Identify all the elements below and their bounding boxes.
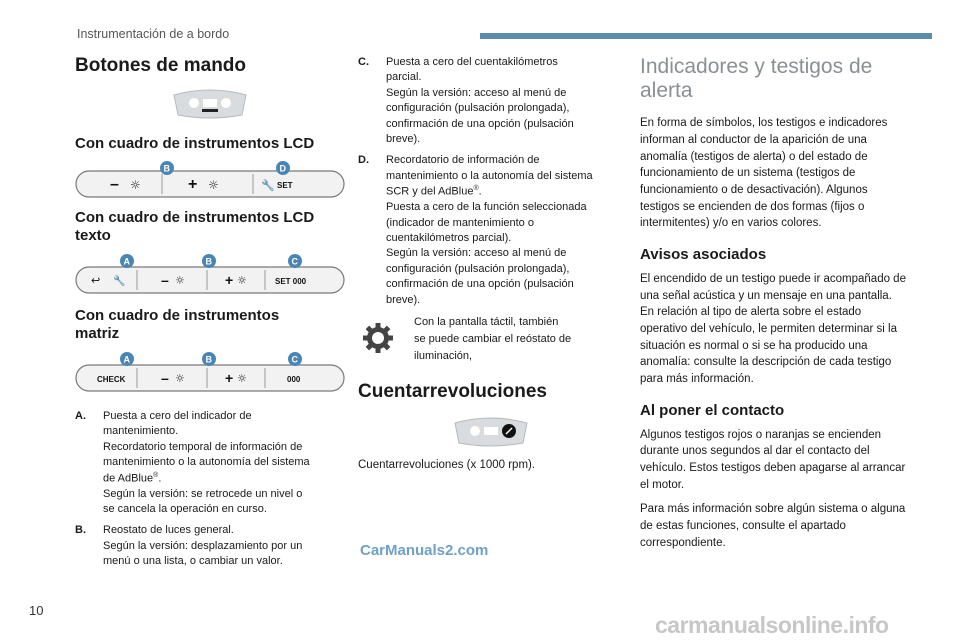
lcd-text-control-panel	[75, 253, 345, 295]
badge-a: A	[123, 256, 130, 267]
svg-text:☼: ☼	[237, 274, 247, 287]
badge-d: D	[279, 163, 286, 174]
lcd-control-panel	[75, 161, 345, 203]
tachometer-caption: Cuentarrevoluciones (x 1000 rpm).	[358, 459, 536, 472]
column-buttons-continued	[358, 55, 623, 482]
contacto-p2: Para más información sobre algún sistema o alguna de estas funciones, consulte el apartado correspondiente.	[640, 503, 906, 549]
dashboard-controls-icon	[170, 87, 250, 119]
lcd-subtitle: Con cuadro de instrumentos LCD	[75, 135, 315, 152]
header-section-title: Instrumentación de a bordo	[77, 27, 230, 41]
badge-c2: C	[291, 354, 298, 365]
item-b: B. Reostato de luces general. Según la versión: desplazamiento por un menú o una lista, o cambiar un valor.	[75, 524, 303, 568]
watermark-carmanuals2[interactable]: CarManuals2.com	[360, 542, 489, 559]
svg-text:–: –	[110, 176, 119, 193]
svg-text:–: –	[161, 272, 169, 288]
controls-title: Botones de mando	[75, 55, 247, 76]
tachometer-title: Cuentarrevoluciones	[358, 381, 547, 403]
svg-text:–: –	[161, 370, 169, 386]
svg-text:☼: ☼	[175, 372, 185, 385]
matrix-control-panel	[75, 351, 345, 393]
touchscreen-note: Con la pantalla táctil, también se puede cambiar el reóstato de iluminación,	[358, 314, 623, 365]
avisos-title: Avisos asociados	[640, 245, 767, 263]
item-c: C. Puesta a cero del cuentakilómetros parcial. Según la versión: acceso al menú de configuración (pulsación prolongada), confirmación de una opción (pulsación breve).	[358, 56, 574, 145]
badge-b2: B	[205, 256, 212, 267]
contacto-p1: Algunos testigos rojos o naranjas se encienden durante unos segundos al dar el contacto del vehículo. Estos testigos deben apagarse al arrancar el motor.	[640, 428, 906, 491]
badge-b: B	[163, 163, 170, 174]
badge-a2: A	[123, 354, 130, 365]
svg-text:🔧: 🔧	[261, 179, 275, 192]
watermark-carmanualsonline[interactable]: carmanualsonline.info	[655, 612, 889, 638]
column-controls	[75, 55, 345, 576]
tachometer-icon	[451, 415, 531, 447]
lcd-text-subtitle: Con cuadro de instrumentos LCD texto	[75, 209, 315, 244]
item-d: D. Recordatorio de información de mantenimiento o la autonomía del sistema SCR y del AdBlue®. Puesta a cero de la función seleccionada (indicador de mantenimiento o cuentakilómetros parcial). Según la versión: acceso al menú de configuración (pulsación prolongada), confirmación de una opción (pulsación breve).	[358, 154, 593, 306]
page-number: 10	[29, 603, 44, 618]
svg-text:↩: ↩	[91, 274, 101, 287]
svg-text:☼: ☼	[130, 178, 141, 192]
matrix-subtitle: Con cuadro de instrumentos matriz	[75, 307, 280, 342]
item-a: A. Puesta a cero del indicador de mantenimiento. Recordatorio temporal de información de mantenimiento o la autonomía del sistema de AdBlue®. Según la versión: se retrocede un nivel o se cancela la operación en curso.	[75, 410, 310, 515]
svg-text:☼: ☼	[175, 274, 185, 287]
warnings-intro: En forma de símbolos, los testigos e indicadores informan al conductor de la aparición de una anomalía (testigos de alerta) o del estado de funcionamiento de un sistema (testigos de funcionamiento o de desactivación). Algunos testigos se encienden de dos formas (fijos o intermitentes) y/o en varios colores.	[640, 117, 888, 230]
zeros-label: 000	[287, 375, 301, 384]
contacto-title: Al poner el contacto	[640, 401, 785, 419]
svg-text:☼: ☼	[208, 178, 219, 192]
svg-text:+: +	[225, 370, 234, 386]
avisos-p1: El encendido de un testigo puede ir acompañado de una señal acústica y un mensaje en una pantalla.	[640, 272, 906, 302]
set-label: SET	[277, 181, 293, 190]
column-warnings	[640, 55, 910, 559]
svg-text:🔧: 🔧	[113, 276, 126, 287]
badge-c: C	[291, 256, 298, 267]
check-label: CHECK	[97, 375, 126, 384]
warnings-title: Indicadores y testigos de alerta	[640, 55, 873, 103]
header-accent-bar	[480, 33, 932, 39]
svg-text:☼: ☼	[237, 372, 247, 385]
avisos-p2: En relación al tipo de alerta sobre el estado operativo del vehículo, le permiten determinar si la situación es normal o si se ha producido una anomalía: consulte la descripción de cada testigo para más información.	[640, 306, 897, 386]
svg-text:+: +	[225, 272, 234, 288]
gear-icon	[358, 318, 398, 358]
badge-b3: B	[205, 354, 212, 365]
set000-label: SET 000	[275, 277, 307, 286]
svg-text:+: +	[188, 176, 198, 193]
